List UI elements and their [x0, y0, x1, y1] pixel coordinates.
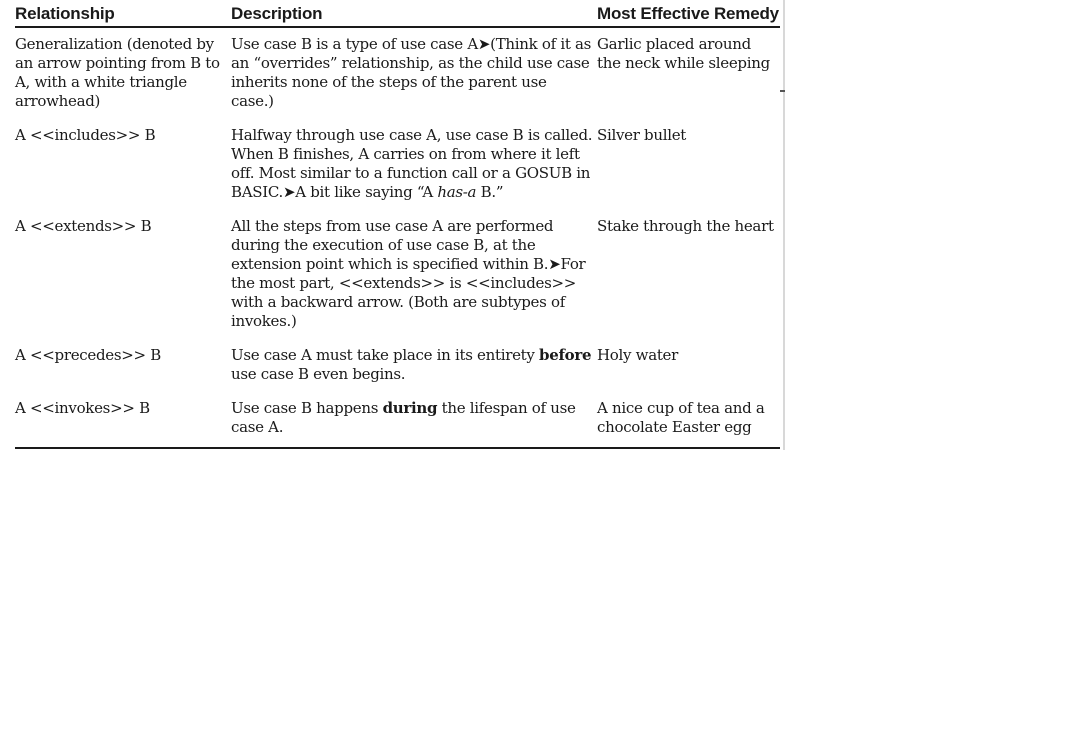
description-cell — [231, 210, 597, 339]
relationship-cell: A <<invokes>> B — [15, 392, 231, 448]
arrow-icon: ➤ — [282, 183, 296, 201]
description-text: Use case B is a type of use case A — [231, 35, 478, 53]
page-edge-divider — [783, 0, 785, 450]
header-relationship: Relationship — [15, 0, 231, 27]
table-row — [15, 392, 780, 448]
relationship-cell: A <<precedes>> B — [15, 346, 161, 364]
header-remedy: Most Effective Remedy — [597, 0, 780, 27]
description-text: Use case A must take place in its entirety — [231, 346, 540, 364]
table-body — [15, 27, 780, 448]
table-row — [15, 339, 780, 392]
description-text: the lifespan of use case A. — [231, 399, 576, 436]
page-edge-tick — [780, 90, 785, 92]
header-description: Description — [231, 0, 597, 27]
bold-text: before — [539, 346, 592, 364]
document-page — [0, 0, 782, 450]
relationship-table — [15, 0, 780, 449]
relationship-cell: A <<includes>> B — [15, 126, 156, 144]
table-row — [15, 210, 780, 339]
description-text: use case B even begins. — [231, 365, 406, 383]
header-row — [15, 0, 780, 27]
description-cell — [231, 119, 597, 210]
relationship-cell: A <<extends>> B — [15, 217, 152, 235]
arrow-icon: ➤ — [548, 255, 561, 273]
description-text: All the steps from use case A are performed during the execution of use case B, at the extension point which is specified within B. — [231, 217, 554, 273]
description-text: A bit like saying “A — [295, 183, 438, 201]
remedy-cell: Garlic placed around the neck while sleeping — [597, 35, 770, 72]
bold-text: during — [382, 399, 438, 417]
description-text: Use case B happens — [231, 399, 383, 417]
table-row — [15, 119, 780, 210]
description-text: For the most part, <<extends>> is <<includes>> with a backward arrow. (Both are subtypes of invokes.) — [231, 255, 586, 330]
remedy-cell: Stake through the heart — [597, 217, 774, 235]
description-text: (Think of it as an “overrides” relationship, as the child use case inherits none of the steps of the parent use case.) — [231, 35, 592, 110]
description-text: B.” — [476, 183, 504, 201]
emphasis-text: has-a — [437, 183, 477, 201]
description-text: Halfway through use case A, use case B is called. When B finishes, A carries on from where it left off. Most similar to a function call or a GOSUB in BASIC. — [231, 126, 593, 201]
table-row — [15, 27, 780, 119]
remedy-cell: Silver bullet — [597, 126, 687, 144]
relationship-cell: Generalization (denoted by an arrow pointing from B to A, with a white triangle arrowhead) — [15, 35, 220, 110]
table-header — [15, 0, 780, 27]
description-cell — [231, 27, 597, 119]
description-cell — [231, 392, 597, 448]
remedy-cell: A nice cup of tea and a chocolate Easter egg — [597, 392, 780, 448]
description-cell — [231, 339, 597, 392]
remedy-cell: Holy water — [597, 346, 679, 364]
arrow-icon: ➤ — [477, 35, 491, 53]
